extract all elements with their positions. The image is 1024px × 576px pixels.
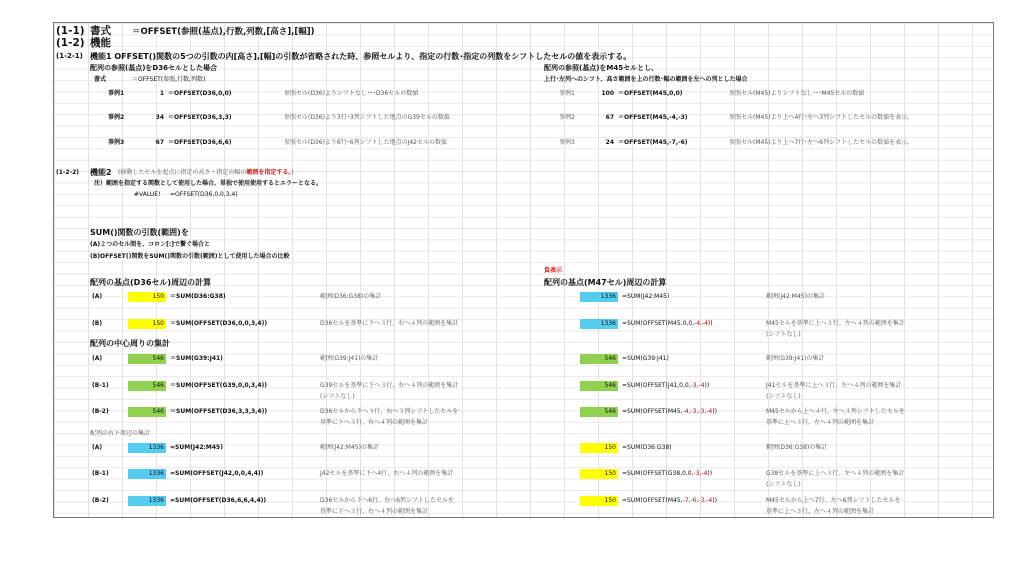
value-cell[interactable]: 1336 — [128, 469, 166, 479]
left-origin-heading: 配列の基点(D36セル)周辺の計算 — [90, 278, 212, 287]
row-label: (A) — [92, 355, 103, 362]
sum-note: 範囲(J42:M45)の集計 — [766, 293, 825, 300]
sum-formula: ＝SUM(OFFSET(G39,0,0,3,4)) — [170, 382, 268, 389]
example-label: 事例1 — [108, 90, 125, 97]
example-value: 67 — [155, 139, 164, 146]
sum-note: M45セルから上へ４行、左へ３列シフトしたセルを — [766, 408, 905, 415]
sum-formula: =SUM(OFFSET(M45,-4,-3,-3,-4)) — [622, 408, 717, 415]
sum-section-title: SUM()関数の引数(範囲)を — [90, 228, 189, 237]
sum-note-cont: (シフトなし) — [766, 393, 801, 400]
sum-note: J41セルを基準に上へ３行、左へ４列の範囲を集計 — [766, 382, 902, 389]
sum-note-cont: 基準に下へ３行、右へ４列の範囲を集計 — [320, 508, 429, 515]
example-value: 34 — [155, 114, 164, 121]
sum-formula: =SUM(J42:M45) — [170, 444, 223, 451]
value-cell[interactable]: 546 — [128, 407, 166, 417]
negative-label: 負表示 — [544, 267, 563, 274]
sum-note: 範囲(G39:J41)の集計 — [320, 355, 379, 362]
example-formula: ＝OFFSET(M45,-4,-3) — [618, 114, 688, 121]
value-cell[interactable]: 150 — [580, 496, 618, 506]
example-note: 参照セル(D36)より3行･3列シフトした地点のG39セルの数値 — [284, 114, 450, 121]
sum-note-cont: 基準に上へ３行、左へ４列の範囲を集計 — [766, 419, 875, 426]
sum-formula: ＝SUM(G39:J41) — [170, 355, 223, 362]
sum-formula: ＝SUM(D36:G38) — [170, 293, 226, 300]
sum-formula: =SUM(OFFSET(J42,0,0,4,4)) — [170, 470, 264, 477]
feature1-description: 機能1 OFFSET()関数の5つの引数の内[高さ],[幅]の引数が省略された時、参照セルより、指定の行数･指定の列数をシフトしたセルの値を表示する。 — [90, 52, 632, 61]
sum-note: M45セルを基準に上へ３行、左へ４列の範囲を集計 — [766, 320, 905, 327]
row-label: (B) — [92, 320, 103, 327]
format-formula: ＝OFFSET(参照,行数,列数) — [132, 76, 206, 83]
sum-note-cont: 基準に下へ３行、右へ４列の範囲を集計 — [320, 419, 429, 426]
example-label: 事例2 — [108, 114, 125, 121]
sum-note: J42セルを基準に下へ4行、右へ４列の範囲を集計 — [320, 470, 454, 477]
syntax-title: 書式 — [90, 25, 111, 37]
sum-comparison-b: (B)OFFSET()関数をSUM()関数の引数(範囲)として使用した場合の比較 — [90, 253, 290, 260]
row-label: (B-1) — [92, 382, 109, 389]
feature2-description: (移動したセルを起点に指定の高さ・指定の幅の範囲を指定する。) — [118, 169, 294, 176]
section-number-1-2-1: (1-2-1) — [56, 52, 83, 60]
sum-note: G39セルを基準に下へ３行、右へ４列の範囲を集計 — [320, 382, 459, 389]
sum-note-cont: (シフトなし) — [320, 393, 355, 400]
sum-formula: =SUM(D36:G38) — [622, 444, 672, 451]
right-origin-heading: 配列の基点(M47セル)周辺の計算 — [544, 278, 667, 287]
sum-formula: =SUM(G39:J41) — [622, 355, 669, 362]
example-label: 事例1 — [559, 90, 575, 97]
sum-formula: =SUM(J42:M45) — [622, 293, 670, 300]
value-cell[interactable]: 546 — [580, 407, 618, 417]
left-case-heading: 配列の参照(基点)をD36セルとした場合 — [90, 64, 217, 72]
sum-note-cont: 基準に上へ３行、左へ４列の範囲を集計 — [766, 508, 875, 515]
feature2-title: 機能2 — [90, 168, 112, 177]
example-formula: ＝OFFSET(M45,0,0) — [618, 90, 683, 97]
value-cell[interactable]: 546 — [128, 381, 166, 391]
value-cell[interactable]: 150 — [128, 292, 166, 302]
sum-note: D36セルから下へ6行、右へ6列シフトしたセルを — [320, 497, 454, 504]
value-cell[interactable]: 1336 — [128, 443, 166, 453]
example-formula: ＝OFFSET(D36,0,0) — [168, 90, 232, 97]
sum-formula: =SUM(OFFSET(J41,0,0,-3,-4)) — [622, 382, 710, 389]
example-note: 参照セル(D36)より6行･6列シフトした地点のJ42セルの数値 — [284, 139, 447, 146]
value-cell[interactable]: 150 — [580, 443, 618, 453]
sum-note: M45セルから上へ7行、左へ6列シフトしたセルを — [766, 497, 901, 504]
value-cell[interactable]: 546 — [580, 354, 618, 364]
value-cell[interactable]: 1336 — [128, 496, 166, 506]
example-note: 参照セル(M45)より上へ7行･左へ6列シフトしたセルの数値を表示。 — [729, 139, 914, 146]
syntax-formula: ＝OFFSET(参照(基点),行数,列数,[高さ],[幅]) — [132, 27, 315, 37]
example-value: 67 — [605, 114, 614, 121]
value-cell[interactable]: 1336 — [580, 292, 618, 302]
sum-formula: =SUM(OFFSET(G38,0,0,-3,-4)) — [622, 470, 713, 477]
sum-formula: =SUM(OFFSET(D36,6,6,4,4)) — [170, 497, 267, 504]
sum-note: D36セルから下へ３行、右へ３列シフトしたセルを — [320, 408, 459, 415]
sum-note: D36セルを基準に下へ３行、右へ４列の範囲を集計 — [320, 320, 459, 327]
sum-note: 範囲(G39:J41)の集計 — [766, 355, 825, 362]
example-formula: ＝OFFSET(D36,3,3) — [168, 114, 232, 121]
section-number-1-1: (1-1) — [56, 25, 85, 37]
sum-formula: =SUM(OFFSET(M45,-7,-6,-3,-4)) — [622, 497, 717, 504]
value-cell[interactable]: 546 — [128, 354, 166, 364]
sum-formula: ＝SUM(OFFSET(D36,0,0,3,4)) — [170, 320, 268, 327]
example-label: 事例3 — [559, 139, 575, 146]
sum-note-cont: (シフトなし) — [766, 331, 801, 338]
right-case-subheading: 上行･左列へのシフト、高さ範囲を上の行数･幅の範囲を左への列とした場合 — [544, 76, 748, 83]
sum-note: G38セルを基準に上へ３行、左へ４列の範囲を集計 — [766, 470, 905, 477]
center-heading: 配列の中心周りの集計 — [90, 339, 170, 348]
feature2-note: 注）範囲を指定する関数として使用した場合、単独で使用使用するとエラーとなる。 — [94, 180, 323, 187]
section-number-1-2: (1-2) — [56, 37, 85, 49]
example-value: 1 — [159, 90, 164, 97]
example-formula: ＝OFFSET(M45,-7,-6) — [618, 139, 688, 146]
example-note: 参照セル(M45)よりシフトなし･･･M45セルの数値 — [729, 90, 865, 97]
spreadsheet[interactable] — [53, 22, 994, 518]
sum-note-cont: (シフトなし) — [766, 481, 801, 488]
row-label: (A) — [92, 444, 103, 451]
example-value: 24 — [605, 139, 614, 146]
error-formula: =OFFSET(D36,0,0,3,4) — [170, 191, 238, 198]
sum-note: 範囲(D36:G38)の集計 — [320, 293, 382, 300]
example-note: 参照セル(D36)よりシフトなし･･･D36セルの数値 — [284, 90, 419, 97]
section-number-1-2-2: (1-2-2) — [56, 169, 79, 176]
value-cell[interactable]: 150 — [128, 319, 166, 329]
value-cell[interactable]: 150 — [580, 469, 618, 479]
function-title: 機能 — [90, 37, 111, 49]
format-label: 書式 — [94, 76, 107, 83]
row-label: (B-1) — [92, 470, 109, 477]
row-label: (A) — [92, 293, 103, 300]
value-cell[interactable]: 1336 — [580, 319, 618, 329]
example-label: 事例3 — [108, 139, 125, 146]
sum-note: 範囲(J42:M45)の集計 — [320, 444, 379, 451]
value-cell[interactable]: 546 — [580, 381, 618, 391]
example-value: 100 — [601, 90, 614, 97]
sum-formula: ＝SUM(OFFSET(D36,3,3,3,4)) — [170, 408, 268, 415]
row-label: (B-2) — [92, 408, 109, 415]
right-case-heading: 配列の参照(基点)をM45セルとし、 — [544, 64, 659, 72]
example-formula: ＝OFFSET(D36,6,6) — [168, 139, 232, 146]
sum-note: 範囲(D36:G38)の集計 — [766, 444, 828, 451]
lower-right-heading: 配列の右下周辺の集計 — [90, 430, 151, 437]
sum-comparison-a: (A)２つのセル間を、コロン[:]で繋ぐ場合と — [90, 241, 211, 248]
sum-formula: =SUM(OFFSET(M45,0,0,-4,-4)) — [622, 320, 713, 327]
row-label: (B-2) — [92, 497, 109, 504]
error-value: #VALUE! — [134, 191, 161, 198]
example-note: 参照セル(M45)より上へ4行･左へ3列シフトしたセルの数値を表示。 — [729, 114, 914, 121]
example-label: 事例2 — [559, 114, 575, 121]
